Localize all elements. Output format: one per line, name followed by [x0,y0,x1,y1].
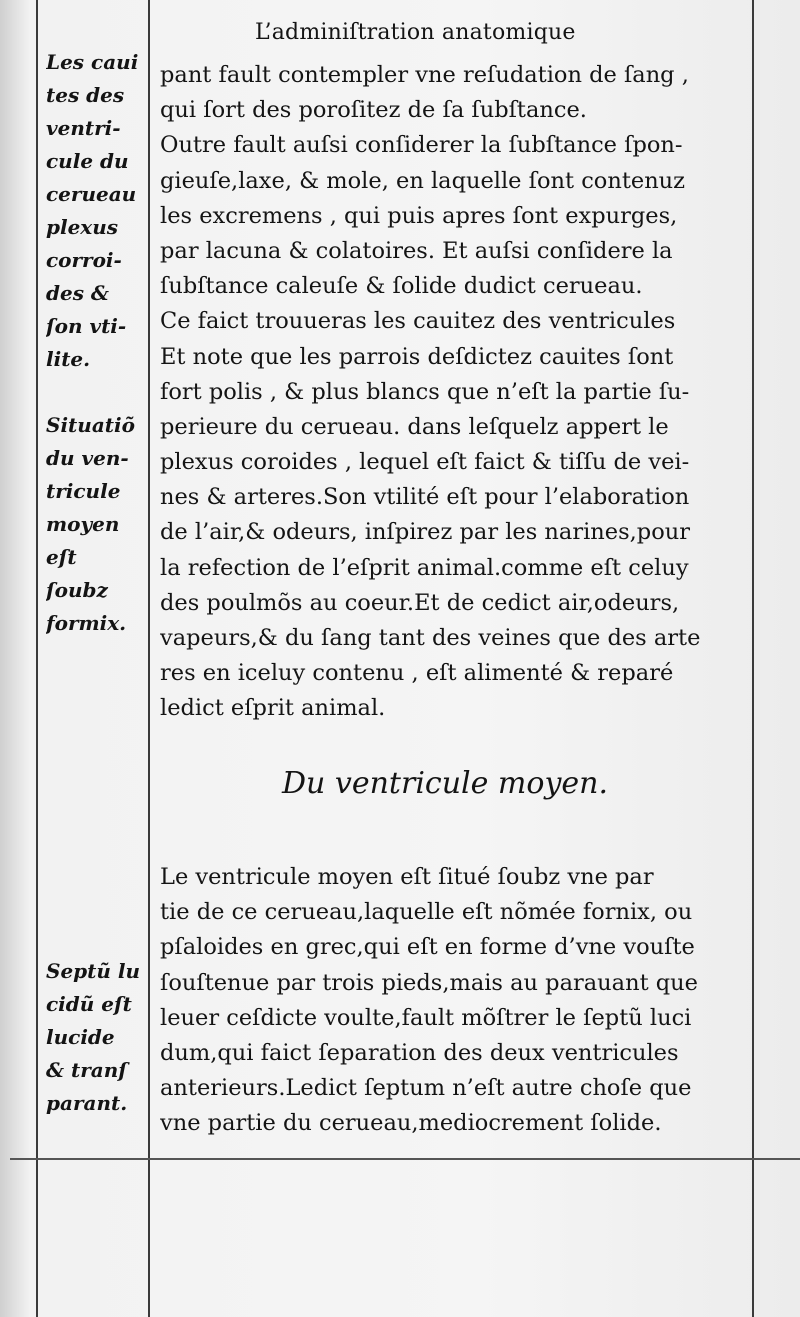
margin-note-line: corroi- [46,248,122,272]
text-line: leuer ceſdicte voulte,fault mõſtrer le ſeptũ luci [160,1004,692,1031]
text-line: ledict eſprit animal. [160,695,386,722]
text-line: pſaloides en grec,qui eſt en forme d’vne vouſte [160,934,695,961]
section-heading: Du ventricule moyen. [282,766,609,801]
margin-note-line: cidũ eſt [46,992,132,1016]
left-frame-rule [36,0,38,1317]
margin-notes-top [46,46,156,640]
text-line: des poulmõs au coeur.Et de cedict air,odeurs, [160,589,680,616]
margin-note-line: lite. [46,347,91,371]
margin-note-line: ſoubz [46,578,108,602]
bottom-frame-rule [10,1158,800,1160]
margin-note-line: des & [46,281,109,305]
margin-note-line: & tranſ [46,1058,127,1082]
margin-note-line: tricule [46,479,121,503]
text-line: plexus coroides , lequel eſt faict & tiſſu de vei- [160,449,690,476]
text-line: gieuſe,laxe, & mole, en laquelle ſont contenuz [160,167,686,194]
text-line: Ce faict trouueras les cauitez des ventricules [160,308,676,335]
text-line: ſubſtance caleuſe & ſolide dudict cerueau. [160,273,643,300]
margin-note-line: Septũ lu [46,959,141,983]
margin-note-line: ſon vti- [46,314,127,338]
text-line: fort polis , & plus blancs que n’eſt la partie ſu- [160,378,690,405]
running-title: L’adminiſtration anatomique [255,20,576,45]
margin-note-line: Les caui [46,50,139,74]
margin-note-line: du ven- [46,446,129,470]
margin-note-line: ventri- [46,116,121,140]
body-text-top [160,58,760,727]
text-line: Et note que les parrois deſdictez cauites ſont [160,343,674,370]
text-line: anterieurs.Ledict ſeptum n’eſt autre choſe que [160,1075,692,1102]
margin-note-line: lucide [46,1025,115,1049]
margin-note-line: eſt [46,545,77,569]
text-line: Outre fault auſsi conſiderer la ſubſtance ſpon- [160,132,683,159]
text-line: dum,qui faict ſeparation des deux ventricules [160,1039,679,1066]
text-line: tie de ce cerueau,laquelle eſt nõmée fornix, ou [160,899,693,926]
text-line: de l’air,& odeurs, inſpirez par les narines,pour [160,519,690,546]
text-line: les excremens , qui puis apres ſont expurges, [160,202,678,229]
text-line: la refection de l’eſprit animal.comme eſt celuy [160,554,689,581]
margin-note-line: cerueau [46,182,137,206]
text-line: qui ſort des poroſitez de ſa ſubſtance. [160,97,587,124]
margin-note-line: tes des [46,83,125,107]
text-line: nes & arteres.Son vtilité eſt pour l’elaboration [160,484,690,511]
text-line: par lacuna & colatoires. Et auſsi conſidere la [160,237,673,264]
text-line: vne partie du cerueau,mediocrement ſolide. [160,1110,662,1137]
body-text-bottom [160,860,760,1142]
margin-note-line: Situatiõ [46,413,135,437]
text-line: Le ventricule moyen eſt ſitué ſoubz vne par [160,864,654,890]
margin-note-line: cule du [46,149,129,173]
margin-notes-bottom [46,955,156,1120]
margin-note-line: plexus [46,215,119,239]
text-line: ſouſtenue par trois pieds,mais au parauant que [160,969,698,996]
text-line: vapeurs,& du ſang tant des veines que des arte [160,625,701,651]
margin-note-line: moyen [46,512,120,536]
margin-note-line: formix. [46,611,127,635]
margin-note-line: parant. [46,1091,128,1115]
text-line: perieure du cerueau. dans leſquelz appert le [160,413,669,440]
margin-note-line [46,376,156,409]
text-line: pant fault contempler vne reſudation de ſang , [160,62,689,88]
text-line: res en iceluy contenu , eſt alimenté & reparé [160,660,674,687]
